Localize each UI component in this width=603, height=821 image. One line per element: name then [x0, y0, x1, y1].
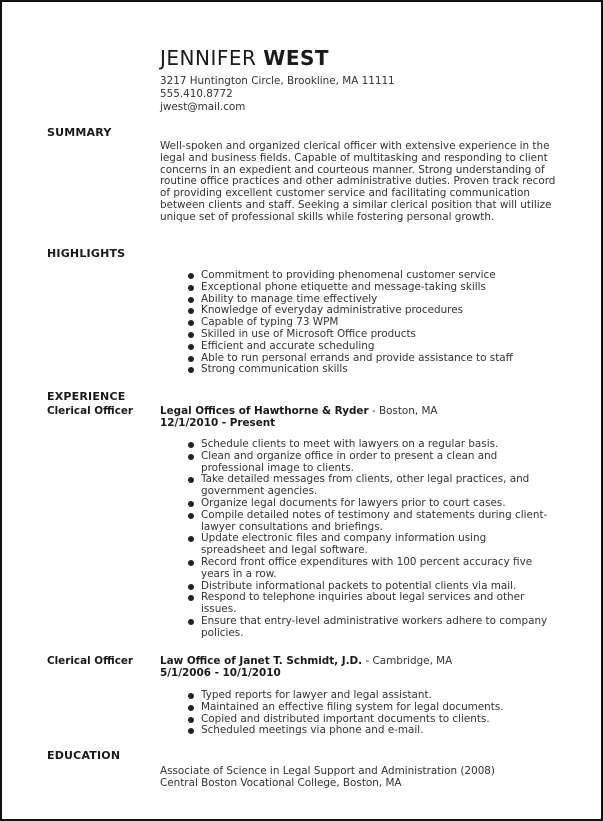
list-item: Exceptional phone etiquette and message-taking skills [188, 282, 528, 294]
school: Central Boston Vocational College, Boston, MA [160, 777, 402, 789]
bullet-icon [188, 332, 194, 338]
job-duties-list [188, 439, 548, 640]
list-item: Strong communication skills [188, 364, 528, 376]
job-dates: 5/1/2006 - 10/1/2010 [160, 667, 281, 679]
list-item: Ensure that entry-level administrative workers adhere to company policies. [188, 616, 548, 640]
list-item: Update electronic files and company information using spreadsheet and legal software. [188, 533, 548, 557]
bullet-icon [188, 619, 194, 625]
bullet-icon [188, 584, 194, 590]
bullet-icon [188, 705, 194, 711]
list-item: Typed reports for lawyer and legal assistant. [188, 690, 548, 702]
list-item: Compile detailed notes of testimony and statements during client-lawyer consultations and briefings. [188, 510, 548, 534]
bullet-icon [188, 477, 194, 483]
bullet-icon [188, 285, 194, 291]
bullet-icon [188, 717, 194, 723]
list-item: Capable of typing 73 WPM [188, 317, 528, 329]
summary-text: Well-spoken and organized clerical officer with extensive experience in the legal and business fields. Capable of multitasking and responding to client concerns in an expedient and courteous manner. Strong understanding of routine office practices and other administrative duties. Proven track record of providing excellent customer service and facilitating communication between clients and staff. Seeking a similar clerical position that will utilize unique set of professional skills while fostering personal growth. [160, 140, 556, 223]
bullet-icon [188, 308, 194, 314]
last-name: WEST [263, 46, 330, 70]
list-item: Organize legal documents for lawyers prior to court cases. [188, 498, 548, 510]
list-item: Ability to manage time effectively [188, 294, 528, 306]
job-dates: 12/1/2010 - Present [160, 417, 276, 429]
job-duties-list [188, 690, 548, 737]
job-location: - Cambridge, MA [362, 655, 453, 667]
list-item: Knowledge of everyday administrative procedures [188, 305, 528, 317]
summary-heading: SUMMARY [47, 126, 112, 139]
bullet-icon [188, 454, 194, 460]
highlights-list [188, 270, 528, 376]
bullet-icon [188, 560, 194, 566]
job-header [160, 405, 438, 429]
bullet-icon [188, 297, 194, 303]
list-item: Efficient and accurate scheduling [188, 341, 528, 353]
bullet-icon [188, 273, 194, 279]
list-item: Clean and organize office in order to present a clean and professional image to clients. [188, 451, 548, 475]
phone: 555.410.8772 [160, 88, 233, 100]
list-item: Respond to telephone inquiries about legal services and other issues. [188, 592, 548, 616]
education-block [160, 765, 495, 789]
contact-block [160, 75, 395, 114]
degree: Associate of Science in Legal Support and Administration (2008) [160, 765, 495, 777]
bullet-icon [188, 320, 194, 326]
candidate-name [160, 46, 329, 70]
job-role: Clerical Officer [47, 405, 134, 417]
list-item: Record front office expenditures with 100 percent accuracy five years in a row. [188, 557, 548, 581]
experience-heading: EXPERIENCE [47, 390, 126, 403]
email: jwest@mail.com [160, 101, 246, 113]
job-location: - Boston, MA [368, 405, 438, 417]
bullet-icon [188, 693, 194, 699]
bullet-icon [188, 728, 194, 734]
employer: Law Office of Janet T. Schmidt, J.D. [160, 655, 363, 667]
job-header [160, 655, 452, 679]
bullet-icon [188, 367, 194, 373]
bullet-icon [188, 442, 194, 448]
list-item: Commitment to providing phenomenal customer service [188, 270, 528, 282]
job-role: Clerical Officer [47, 655, 134, 667]
bullet-icon [188, 536, 194, 542]
bullet-icon [188, 513, 194, 519]
highlights-heading: HIGHLIGHTS [47, 247, 126, 260]
list-item: Scheduled meetings via phone and e-mail. [188, 725, 548, 737]
employer: Legal Offices of Hawthorne & Ryder [160, 405, 369, 417]
first-name: JENNIFER [160, 46, 257, 70]
list-item: Schedule clients to meet with lawyers on a regular basis. [188, 439, 548, 451]
list-item: Maintained an effective filing system for legal documents. [188, 702, 548, 714]
bullet-icon [188, 595, 194, 601]
list-item: Distribute informational packets to potential clients via mail. [188, 581, 548, 593]
address: 3217 Huntington Circle, Brookline, MA 11111 [160, 75, 395, 87]
list-item: Take detailed messages from clients, other legal practices, and government agencies. [188, 474, 548, 498]
bullet-icon [188, 344, 194, 350]
list-item: Able to run personal errands and provide assistance to staff [188, 353, 528, 365]
bullet-icon [188, 501, 194, 507]
list-item: Skilled in use of Microsoft Office products [188, 329, 528, 341]
bullet-icon [188, 356, 194, 362]
education-heading: EDUCATION [47, 749, 121, 762]
list-item: Copied and distributed important documents to clients. [188, 714, 548, 726]
